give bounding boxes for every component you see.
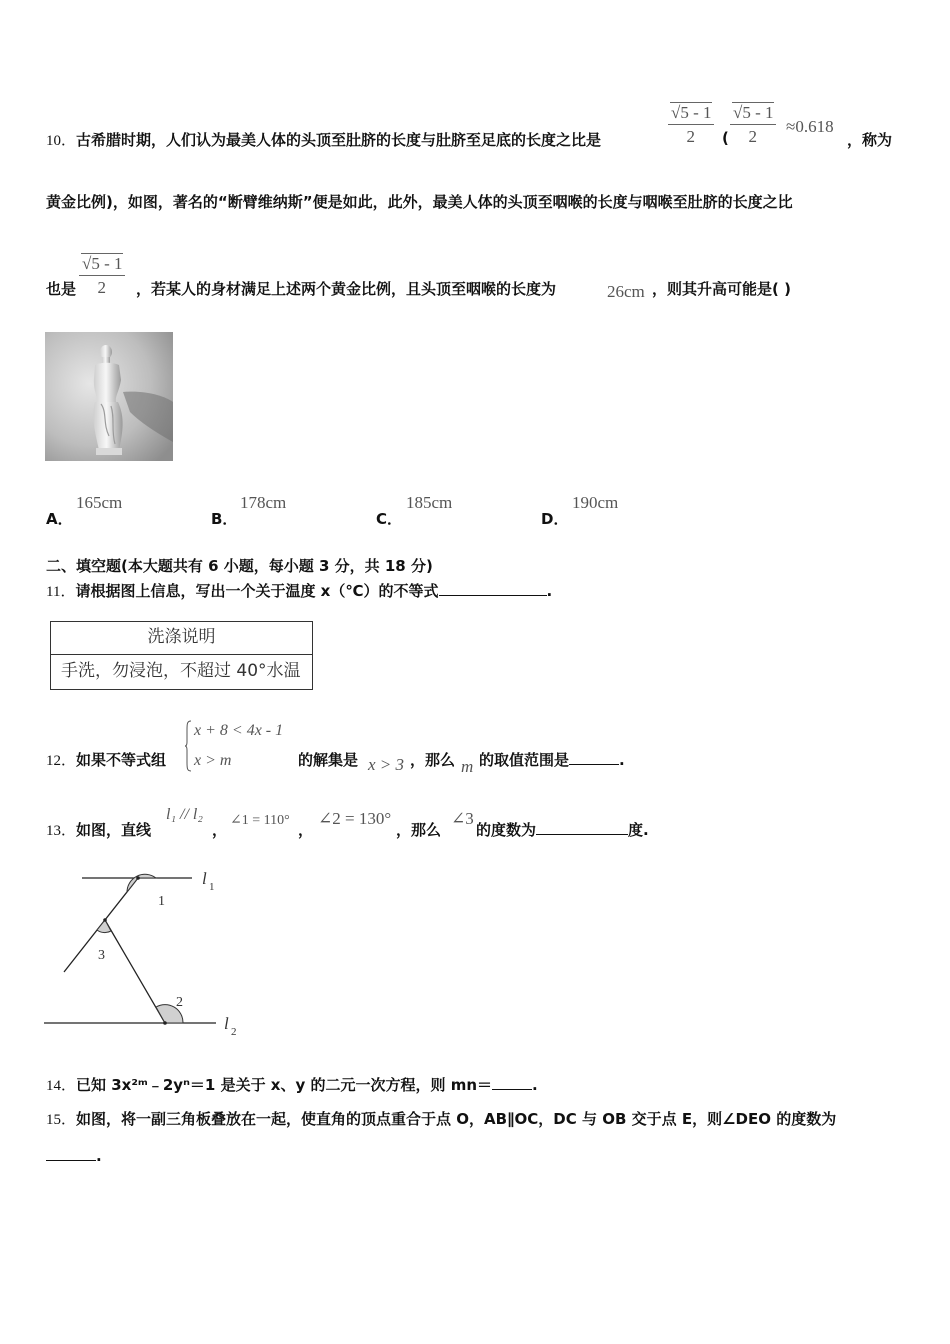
q10-ratio-numerator-2: √5 - 1 bbox=[733, 103, 774, 122]
q10-option-d[interactable] bbox=[541, 508, 568, 529]
q10-approx-value: ≈0.618 bbox=[786, 117, 834, 136]
q15-end: . bbox=[96, 1147, 102, 1165]
option-c-value: 185cm bbox=[406, 493, 453, 512]
option-b-label: B． bbox=[211, 510, 238, 528]
q10-ratio-denominator: 2 bbox=[686, 127, 695, 146]
q11-answer-blank[interactable] bbox=[439, 581, 547, 596]
q11-text: 请根据图上信息，写出一个关于温度 x（℃）的不等式 bbox=[75, 582, 439, 600]
q13-angle-3: ∠3 bbox=[451, 809, 474, 828]
q10-ratio-numerator: √5 - 1 bbox=[671, 103, 712, 122]
venus-statue-image bbox=[45, 332, 173, 461]
option-a-value: 165cm bbox=[76, 493, 123, 512]
q12-system-brace bbox=[184, 720, 192, 772]
q13-parallel-lines: l₁ // l₂ bbox=[166, 806, 203, 823]
q10-option-c[interactable] bbox=[376, 508, 402, 529]
q13-angle-1: ∠1 = 110° bbox=[230, 813, 290, 828]
q12-line bbox=[46, 749, 166, 770]
q15-line2 bbox=[46, 1146, 102, 1165]
angle-3-arc bbox=[97, 920, 111, 933]
q11-end: . bbox=[546, 582, 553, 600]
q12-text3: ，那么 bbox=[410, 751, 456, 769]
option-b-value: 178cm bbox=[240, 493, 287, 512]
q14-answer-blank[interactable] bbox=[492, 1075, 532, 1090]
q12-answer-blank[interactable] bbox=[569, 750, 619, 765]
angle-1-arc bbox=[127, 874, 156, 892]
line-l1-subscript: 1 bbox=[209, 881, 215, 893]
q10-line3-end: ，则其升高可能是( ) bbox=[652, 280, 791, 298]
q10-ratio-numerator-3: √5 - 1 bbox=[82, 254, 123, 273]
q14-end: . bbox=[532, 1076, 538, 1094]
q12-end: . bbox=[619, 751, 625, 769]
q12-tail bbox=[479, 749, 625, 770]
option-c-label: C． bbox=[376, 510, 403, 528]
q14-line bbox=[46, 1074, 538, 1095]
line-l2-subscript: 2 bbox=[231, 1026, 237, 1038]
q13-figure bbox=[44, 866, 244, 1038]
section2-heading: 二、填空题(本大题共有 6 小题，每小题 3 分，共 18 分) bbox=[46, 557, 433, 575]
q13-comma-1: ， bbox=[212, 821, 228, 839]
q10-line3-start: 也是 bbox=[46, 280, 77, 298]
q12-inequality-2: x > m bbox=[194, 752, 232, 769]
q10-line3-mid: ，若某人的身材满足上述两个黄金比例，且头顶至咽喉的长度为 bbox=[136, 280, 557, 298]
angle-label-1: 1 bbox=[158, 894, 165, 909]
q13-angle-2: ∠2 = 130° bbox=[318, 809, 392, 828]
washing-label-body: 手洗，勿浸泡，不超过 40°水温 bbox=[61, 661, 301, 681]
q12-number: 12． bbox=[46, 753, 77, 769]
q13-text1: 如图，直线 bbox=[76, 821, 152, 839]
option-a-label: A． bbox=[46, 510, 73, 528]
q10-number: 10． bbox=[46, 133, 77, 149]
q11-line bbox=[46, 580, 552, 601]
q13-line-start bbox=[46, 819, 151, 840]
line-l2-label: l bbox=[224, 1014, 229, 1033]
q12-solution: x > 3 bbox=[368, 755, 405, 774]
angle-label-2: 2 bbox=[176, 995, 183, 1010]
q10-golden-ratio-fraction-3 bbox=[79, 254, 125, 298]
q15-answer-blank[interactable] bbox=[46, 1146, 96, 1161]
washing-label-box bbox=[50, 621, 313, 690]
q12-text4: 的取值范围是 bbox=[479, 751, 570, 769]
q11-number: 11． bbox=[46, 584, 76, 600]
q10-golden-ratio-fraction bbox=[668, 103, 714, 147]
q15-number: 15． bbox=[46, 1112, 77, 1128]
q10-golden-ratio-fraction-2 bbox=[730, 103, 776, 147]
line-l1-label: l bbox=[202, 869, 207, 888]
q12-var-m: m bbox=[461, 757, 474, 776]
q10-ratio-denominator-3: 2 bbox=[97, 278, 106, 297]
option-d-label: D． bbox=[541, 510, 569, 528]
q12-text1: 如果不等式组 bbox=[76, 751, 167, 769]
q13-end: 度. bbox=[628, 821, 649, 839]
q14-number: 14． bbox=[46, 1078, 77, 1094]
q10-open-paren: ( bbox=[722, 129, 729, 147]
q10-ratio-denominator-2: 2 bbox=[748, 127, 757, 146]
q10-line2: 黄金比例)，如图，著名的“断臂维纳斯”便是如此，此外，最美人体的头顶至咽喉的长度与咽喉至肚脐的长度之比 bbox=[46, 193, 793, 211]
q10-text-part1: 古希腊时期，人们认为最美人体的头顶至肚脐的长度与肚脐至足底的长度之比是 bbox=[76, 131, 602, 149]
q15-line bbox=[46, 1108, 836, 1129]
q10-option-a[interactable] bbox=[46, 508, 73, 529]
q13-text2: ，那么 bbox=[396, 821, 442, 839]
q10-line1 bbox=[46, 129, 601, 150]
q10-given-length: 26cm bbox=[607, 282, 645, 301]
q13-answer-blank[interactable] bbox=[536, 820, 628, 835]
q12-inequality-1: x + 8 < 4x - 1 bbox=[194, 722, 284, 739]
q10-text-part2: ，称为 bbox=[847, 131, 893, 149]
option-d-value: 190cm bbox=[572, 493, 619, 512]
q13-comma-2: ， bbox=[298, 821, 314, 839]
q10-option-b[interactable] bbox=[211, 508, 237, 529]
q13-number: 13． bbox=[46, 823, 77, 839]
q13-tail bbox=[476, 819, 649, 840]
q12-text2: 的解集是 bbox=[298, 751, 359, 769]
q15-text: 如图，将一副三角板叠放在一起，使直角的顶点重合于点 O，AB∥OC，DC 与 OB 交于点 E，则∠DEO 的度数为 bbox=[76, 1110, 837, 1128]
angle-label-3: 3 bbox=[98, 948, 105, 963]
q14-text: 已知 3x²ᵐ﹣2yⁿ＝1 是关于 x、y 的二元一次方程，则 mn＝ bbox=[76, 1076, 493, 1094]
q13-text3: 的度数为 bbox=[476, 821, 537, 839]
washing-label-title: 洗涤说明 bbox=[51, 622, 312, 655]
